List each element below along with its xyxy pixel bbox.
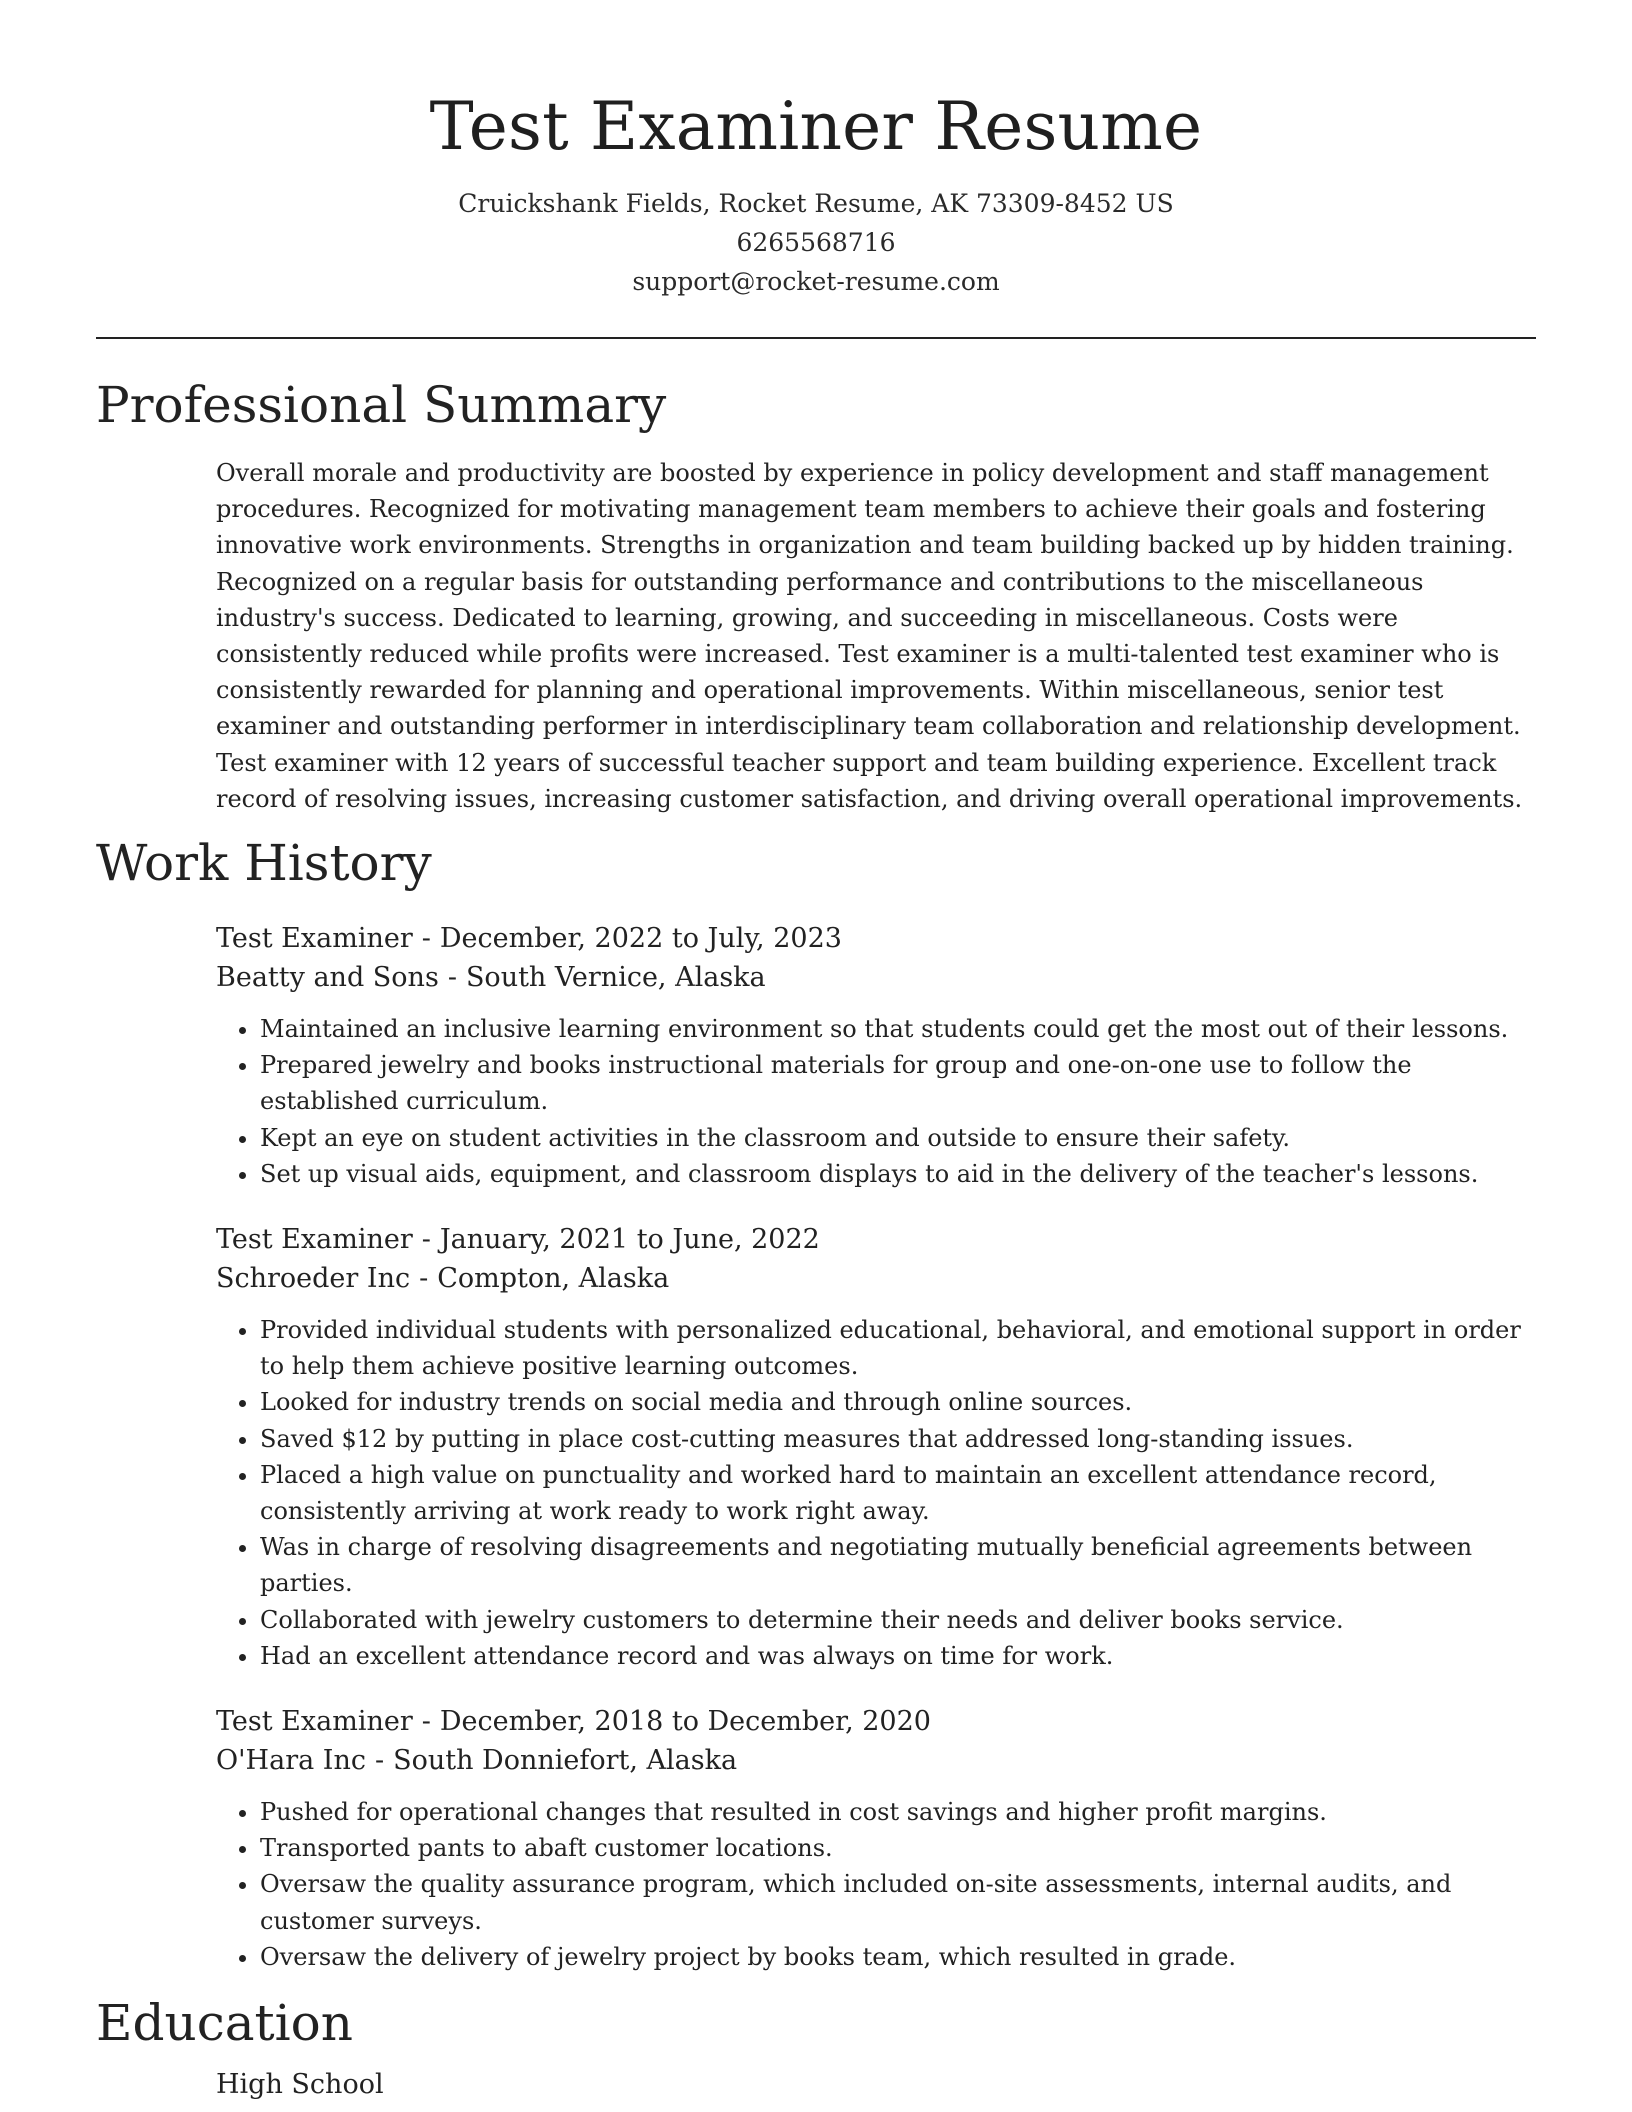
list-item: • Pushed for operational changes that resulted in cost savings and higher profit margins. <box>260 1794 1536 1830</box>
separator: - <box>421 923 431 955</box>
job-title-line <box>216 1702 1536 1741</box>
job-company-line <box>216 1741 1536 1780</box>
work-history-heading: Work History <box>96 834 432 893</box>
job-location: Compton, Alaska <box>437 1263 670 1295</box>
list-item: • Maintained an inclusive learning environment so that students could get the most out of their lessons. <box>260 1011 1536 1047</box>
list-item: • Was in charge of resolving disagreements and negotiating mutually beneficial agreements between parties. <box>260 1529 1536 1601</box>
education-item: High School <box>216 2069 384 2101</box>
contact-phone: 6265568716 <box>736 228 896 257</box>
contact-block <box>96 184 1536 301</box>
job-entry <box>216 1702 1536 1975</box>
separator: - <box>421 1224 431 1256</box>
job-dates: December, 2022 to July, 2023 <box>439 923 842 955</box>
job-entry <box>216 919 1536 1192</box>
list-item: • Collaborated with jewelry customers to determine their needs and deliver books service. <box>260 1602 1536 1638</box>
job-entry <box>216 1220 1536 1674</box>
job-bullets <box>216 1011 1536 1192</box>
job-location: South Donniefort, Alaska <box>393 1745 738 1777</box>
list-item: • Set up visual aids, equipment, and classroom displays to aid in the delivery of the teacher's lessons. <box>260 1156 1536 1192</box>
list-item: • Saved $12 by putting in place cost-cutting measures that addressed long-standing issues. <box>260 1421 1536 1457</box>
list-item: • Provided individual students with personalized educational, behavioral, and emotional support in order to help them achieve positive learning outcomes. <box>260 1312 1536 1384</box>
job-dates: December, 2018 to December, 2020 <box>439 1706 931 1738</box>
list-item: • Looked for industry trends on social media and through online sources. <box>260 1384 1536 1420</box>
contact-address: Cruickshank Fields, Rocket Resume, AK 73309-8452 US <box>458 189 1174 218</box>
job-company: Schroeder Inc <box>216 1263 411 1295</box>
job-company-line <box>216 958 1536 997</box>
job-title: Test Examiner <box>216 923 413 955</box>
list-item: • Placed a high value on punctuality and worked hard to maintain an excellent attendance record, consistently arriving at work ready to work right away. <box>260 1457 1536 1529</box>
contact-email: support@rocket-resume.com <box>632 267 1000 296</box>
resume-page <box>96 0 1536 2104</box>
job-title-line <box>216 1220 1536 1259</box>
list-item: • Had an excellent attendance record and was always on time for work. <box>260 1638 1536 1674</box>
job-bullets <box>216 1794 1536 1975</box>
summary-text: Overall morale and productivity are boosted by experience in policy development and staff management procedures. Recognized for motivating management team members to achieve their goals and fostering innovative work environments. Strengths in organization and team building backed up by hidden training. Recognized on a regular basis for outstanding performance and contributions to the miscellaneous industry's success. Dedicated to learning, growing, and succeeding in miscellaneous. Costs were consistently reduced while profits were increased. Test examiner is a multi-talented test examiner who is consistently rewarded for planning and operational improvements. Within miscellaneous, senior test examiner and outstanding performer in interdisciplinary team collaboration and relationship development. Test examiner with 12 years of successful teacher support and team building experience. Excellent track record of resolving issues, increasing customer satisfaction, and driving overall operational improvements. <box>216 459 1523 813</box>
job-location: South Vernice, Alaska <box>465 962 766 994</box>
separator: - <box>419 1263 429 1295</box>
list-item: • Kept an eye on student activities in the classroom and outside to ensure their safety. <box>260 1120 1536 1156</box>
job-title: Test Examiner <box>216 1706 413 1738</box>
separator: - <box>374 1745 385 1777</box>
job-title-line <box>216 919 1536 958</box>
summary-heading: Professional Summary <box>96 376 667 434</box>
list-item: • Oversaw the delivery of jewelry project by books team, which resulted in grade. <box>260 1939 1536 1975</box>
job-dates: January, 2021 to June, 2022 <box>439 1224 820 1256</box>
list-item: • Oversaw the quality assurance program, which included on-site assessments, internal audits, and customer surveys. <box>260 1866 1536 1938</box>
job-company: O'Hara Inc <box>216 1745 366 1777</box>
separator: - <box>421 1706 431 1738</box>
list-item: • Transported pants to abaft customer locations. <box>260 1830 1536 1866</box>
resume-title: Test Examiner Resume <box>429 88 1203 165</box>
list-item: • Prepared jewelry and books instructional materials for group and one-on-one use to follow the established curriculum. <box>260 1047 1536 1119</box>
job-company-line <box>216 1259 1536 1298</box>
job-bullets <box>216 1312 1536 1674</box>
header-divider <box>96 337 1536 339</box>
education-heading: Education <box>96 1994 353 2053</box>
job-company: Beatty and Sons <box>216 962 439 994</box>
separator: - <box>447 962 457 994</box>
job-title: Test Examiner <box>216 1224 413 1256</box>
